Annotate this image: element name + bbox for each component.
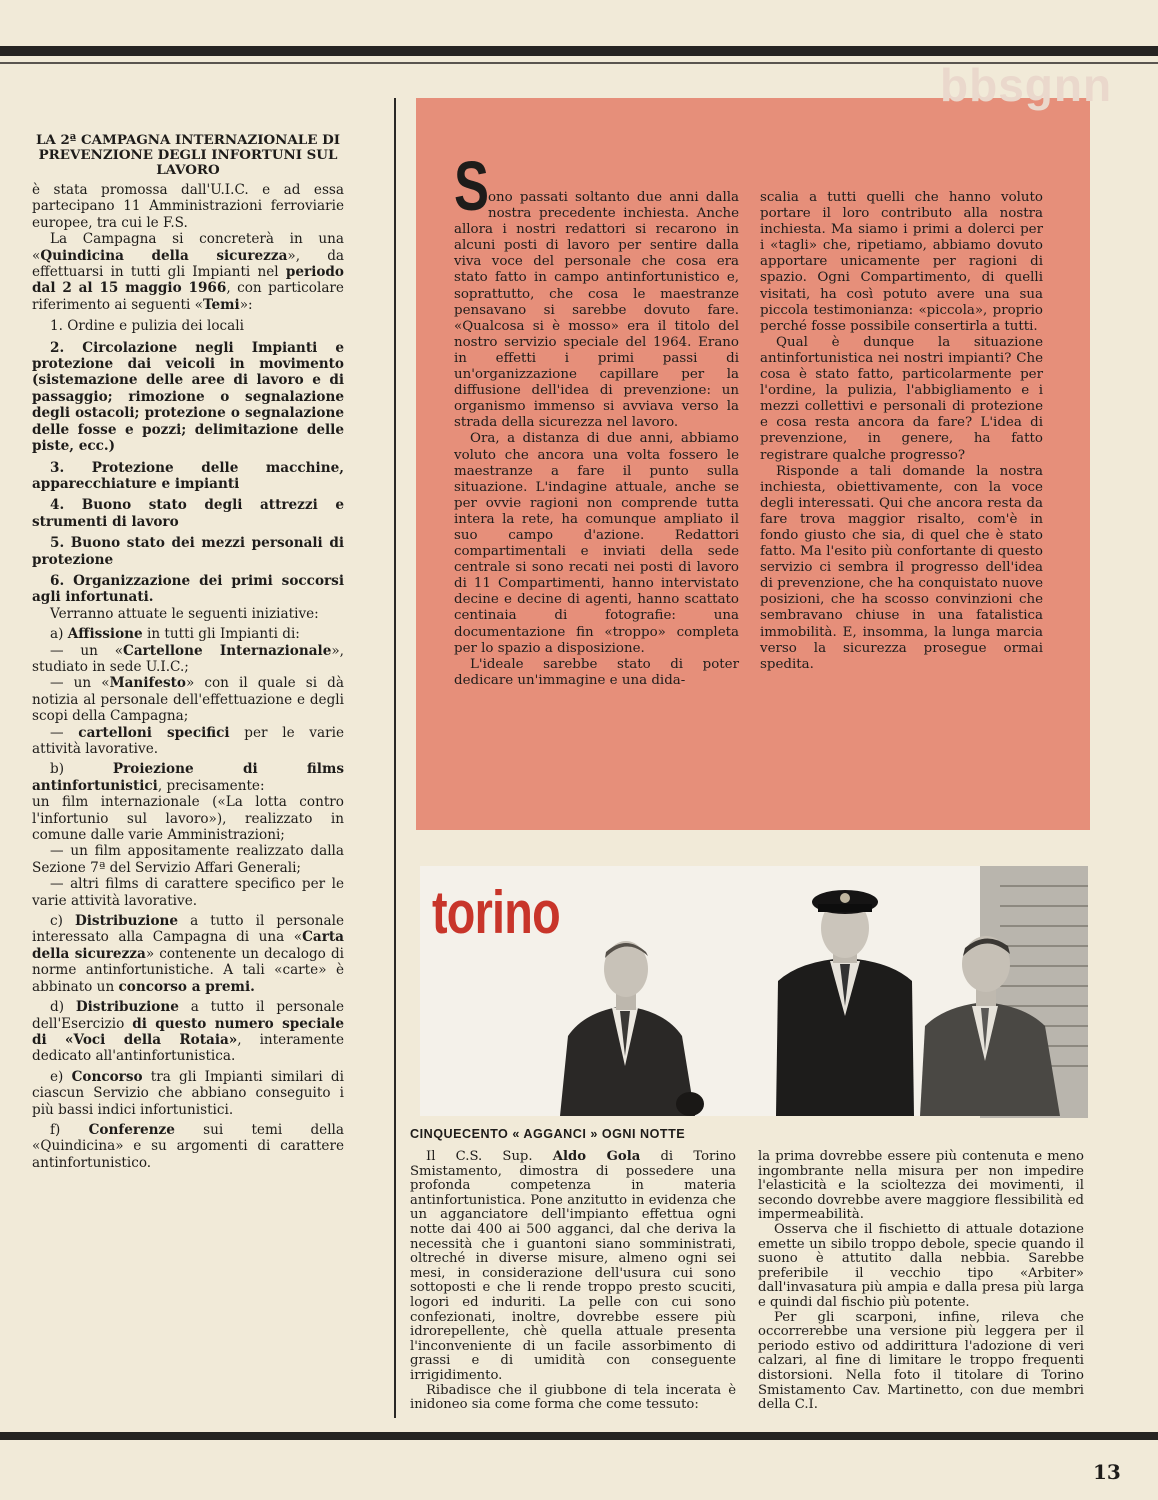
intro-column-2 (760, 190, 1043, 673)
iniziativa-b3: — altri films di carattere specifico per le varie attività lavorative. (32, 876, 344, 909)
iniziativa-b2: — un film appositamente realizzato dalla Sezione 7ª del Servizio Affari Generali; (32, 843, 344, 876)
intro-paragraph-3: L'ideale sarebbe stato di poter dedicare un'immagine e una dida- (454, 656, 739, 688)
intro-paragraph-4: scalia a tutti quelli che hanno voluto portare il loro contributo alla nostra inchiesta. Ma siamo i primi a dolerci per i «tagli» che, ripetiamo, abbiamo dovuto apportare unicamente per ragioni di spazio. Ogni Compartimento, di quelli visitati, ha così potuto avere una sua piccola testimonianza: «piccola», proprio perché fosse possibile consertirla a tutti. (760, 190, 1043, 334)
person-center (776, 890, 914, 1116)
tema-3: 3. Protezione delle macchine, apparecchiature e impianti (32, 459, 344, 492)
torino-paragraph-1: Il C.S. Sup. Aldo Gola di Torino Smistamento, dimostra di possedere una profonda competenza in materia antinfortunistica. Pone anzitutto in evidenza che un agganciatore dell'impianto effettua ogni notte dai 400 ai 500 agganci, dal che deriva la necessità che i guantoni siano somministrati, oltreché in diverse misure, almeno ogni sei mesi, in considerazione dell'usura cui sono sottoposti e che li rende troppo presto scuciti, logori ed induriti. La pelle con cui sono confezionati, inoltre, dovrebbe essere più idrorepellente, chè quella attuale presenta l'inconveniente di un facile assorbimento di grassi e di umidità con conseguente irrigidimento. (410, 1149, 737, 1383)
torino-column-1 (410, 1150, 736, 1413)
iniziativa-a3: — cartelloni specifici per le varie attività lavorative. (32, 724, 344, 757)
campaign-sidebar (32, 133, 344, 1171)
ghost-heading: bbsgnn (940, 59, 1113, 111)
iniziativa-b: b) Proiezione di films antinfortunistici, precisamente: (32, 761, 345, 794)
iniziativa-e: e) Concorso tra gli Impianti similari di ciascun Servizio che abbiano conseguito i più bassi indici infortunistici. (32, 1068, 344, 1118)
torino-paragraph-2: Ribadisce che il giubbone di tela incerata è inidoneo sia come forma che come tessuto: (410, 1382, 736, 1413)
drop-cap: S (454, 147, 490, 225)
column-divider (394, 98, 396, 1418)
campaign-quindicina: La Campagna si concreterà in una «Quindicina della sicurezza», da effettuarsi in tutti gli Impianti nel periodo dal 2 al 15 maggio 1966, con particolare riferimento ai seguenti «Temi»: (32, 231, 344, 313)
iniziativa-b1: un film internazionale («La lotta contro l'infortunio sul lavoro»), realizzato in comune dalle varie Amministrazioni; (32, 794, 344, 844)
iniziativa-a: a) Affissione in tutti gli Impianti di: (50, 626, 300, 643)
intro-paragraph-2: Ora, a distanza di due anni, abbiamo voluto che ancora una volta fossero le maestranze a fare il punto sulla situazione. L'indagine attuale, anche se per ovvie ragioni non comprende tutta intera la rete, ha comunque ampliato il suo campo d'azione. Redattori compartimentali e inviati della sede centrale si sono recati nei posti di lavoro di 11 Compartimenti, hanno intervistato decine e decine di agenti, hanno scattato centinaia di fotografie: una documentazione fin «troppo» completa per lo spazio a disposizione. (454, 431, 739, 656)
intro-paragraph-1: S ono passati soltanto due anni dalla nostra precedente inchiesta. Anche allora i nostri redattori si recarono in alcuni posti di lavoro per sentire dalla viva voce del personale che cosa era stato fatto in campo antinfortunistico e, soprattutto, che cosa le maestranze pensavano si sarebbe dovuto fare. «Qualcosa si è mosso» era il titolo del nostro servizio speciale del 1964. Erano in effetti i primi passi di un'organizzazione capillare per la diffusione dell'idea di prevenzione: un organismo immenso si avviava verso la strada della sicurezza nel lavoro. (454, 147, 739, 431)
page-number: 13 (1093, 1460, 1121, 1484)
intro-column-1 (454, 147, 739, 689)
iniziative-intro: Verranno attuate le seguenti iniziative: (50, 605, 319, 622)
tema-2: 2. Circolazione negli Impianti e protezione dai veicoli in movimento (sistemazione delle aree di lavoro e di passaggio; rimozione o segnalazione degli ostacoli; protezione o segnalazione delle fosse e pozzi; delimitazione delle piste, ecc.) (32, 339, 344, 455)
torino-heading: torino (432, 879, 560, 946)
person-left (560, 941, 704, 1116)
intro-paragraph-5: Qual è dunque la situazione antinfortunistica nei nostri impianti? Che cosa è stato fatto, particolarmente per l'ordine, la pulizia, l'abbigliamento e i mezzi collettivi e personali di protezione e cosa resta ancora da fare? L'idea di prevenzione, in genere, ha fatto registrare qualche progresso? (760, 334, 1043, 463)
tema-1: 1. Ordine e pulizia dei locali (50, 318, 244, 335)
tema-5: 5. Buono stato dei mezzi personali di protezione (32, 535, 344, 568)
intro-paragraph-6: Risponde a tali domande la nostra inchiesta, obiettivamente, con la voce degli interessati. Qui che ancora resta da fare trova maggior risalto, com'è in fondo giusto che sia, di quel che è stato fatto. Ma l'esito più confortante di questo servizio ci sembra il progresso dell'idea di prevenzione, che ha conquistato nuove posizioni, che ha scosso convinzioni che sembravano chiuse in una fatalistica immobilità. E, insomma, la lunga marcia verso la sicurezza prosegue ormai spedita. (760, 463, 1043, 672)
campaign-title: LA 2ª CAMPAGNA INTERNAZIONALE DI PREVENZIONE DEGLI INFORTUNI SUL LAVORO (36, 132, 340, 178)
top-rule (0, 46, 1158, 56)
torino-paragraph-5: Per gli scarponi, infine, rileva che occorrerebbe una versione più leggera per il periodo estivo od addirittura l'adozione di veri calzari, al fine di limitare le troppo frequenti distorsioni. Nella foto il titolare di Torino Smistamento Cav. Martinetto, con due membri della C.I. (758, 1309, 1084, 1413)
torino-paragraph-3: la prima dovrebbe essere più contenuta e meno ingombrante nella misura per non impedire l'elasticità e la scioltezza dei movimenti, il secondo dovrebbe avere maggiore flessibilità ed impermeabilità. (758, 1149, 1084, 1223)
bottom-rule (0, 1432, 1158, 1440)
tema-6: 6. Organizzazione dei primi soccorsi agli infortunati. (32, 572, 344, 606)
iniziativa-a1: — un «Cartellone Internazionale», studiato in sede U.I.C.; (32, 642, 344, 675)
tema-4: 4. Buono stato degli attrezzi e strumenti di lavoro (32, 497, 344, 530)
iniziativa-d: d) Distribuzione a tutto il personale dell'Esercizio di questo numero speciale di «Voci della Rotaia», interamente dedicato all'antinfortunistica. (32, 999, 344, 1065)
iniziativa-f: f) Conferenze sui temi della «Quindicina» e su argomenti di carattere antinfortunistico. (32, 1121, 344, 1171)
iniziativa-a2: — un «Manifesto» con il quale si dà notizia al personale dell'effettuazione e degli scopi della Campagna; (32, 675, 344, 725)
torino-caption-title: CINQUECENTO « AGGANCI » OGNI NOTTE (410, 1127, 686, 1141)
iniziativa-c: c) Distribuzione a tutto il personale interessato alla Campagna di una «Carta della sicurezza» contenente un decalogo di norme antinfortunistiche. A tali «carte» è abbinato un concorso a premi. (32, 913, 344, 995)
campaign-intro: è stata promossa dall'U.I.C. e ad essa partecipano 11 Amministrazioni ferroviarie europee, tra cui le F.S. (32, 182, 344, 231)
torino-paragraph-4: Osserva che il fischietto di attuale dotazione emette un sibilo troppo debole, specie quando il suono è attutito dalla nebbia. Sarebbe preferibile il vecchio tipo «Arbiter» dall'invasatura più ampia e dalla presa più larga e quindi dal fischio più potente. (758, 1221, 1084, 1310)
torino-column-2 (758, 1150, 1084, 1413)
